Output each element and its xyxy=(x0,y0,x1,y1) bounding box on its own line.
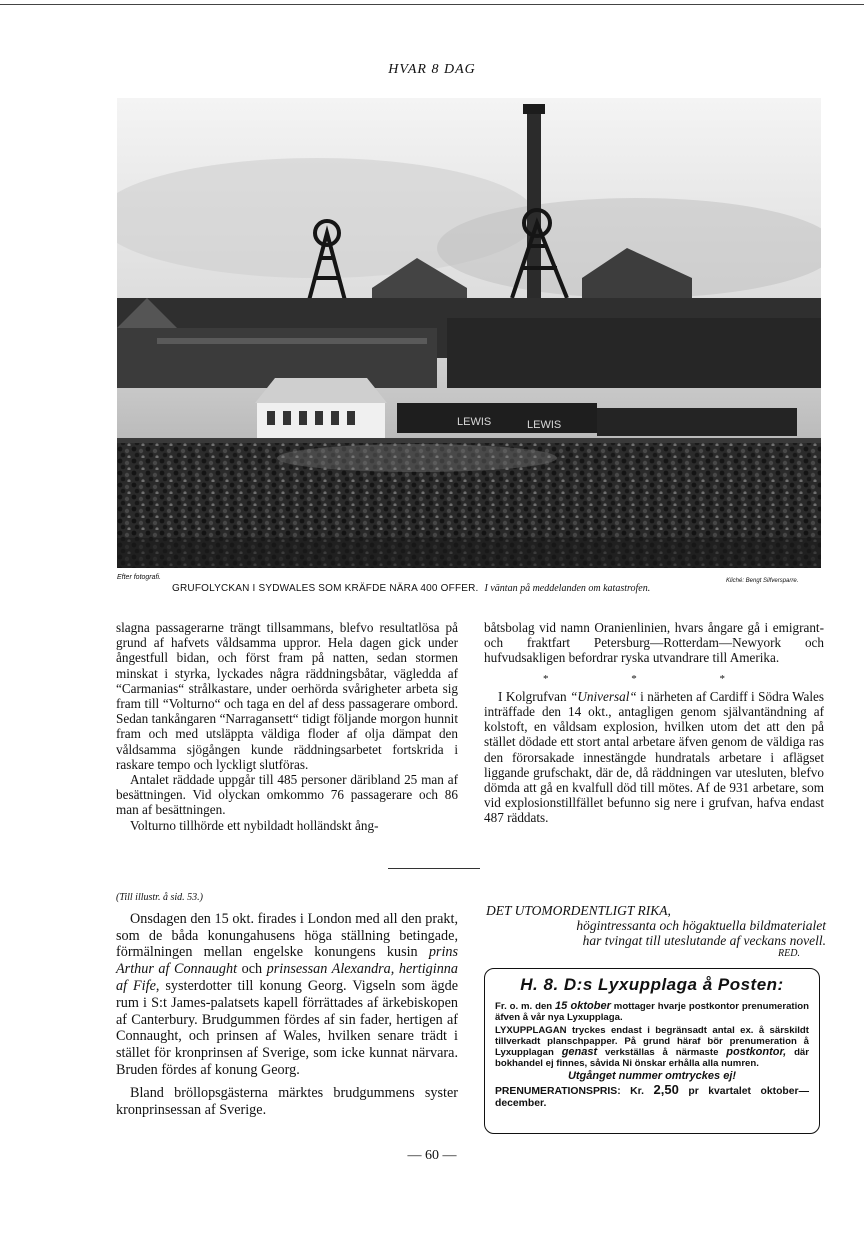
photo-credit-right: Kliché: Bengt Silfversparre. xyxy=(726,578,799,584)
wagon-sign-2: LEWIS xyxy=(527,419,562,431)
ad-p4-b: pr kvartalet oktober—december. xyxy=(495,1086,809,1109)
universal-name: “Universal“ xyxy=(570,688,637,704)
article-royal-wedding xyxy=(116,890,458,1118)
section-stars: * * * xyxy=(543,672,765,685)
ad-p2-em2: postkontor, xyxy=(726,1046,787,1058)
ad-p1-date: 15 oktober xyxy=(555,1000,611,1012)
universal-mine-para xyxy=(484,689,824,826)
caption-italic: I väntan på meddelanden om katastrofen. xyxy=(484,583,651,594)
ad-p1-b: mottager hvarje postkontor prenumeration äfven å vår nya Lyxupplaga. xyxy=(495,1001,810,1023)
photo-caption xyxy=(172,583,812,594)
ad-p3: Utgånget nummer omtryckes ej! xyxy=(567,1070,737,1082)
mine-disaster-photo xyxy=(117,98,821,568)
ad-p2-em1: genast xyxy=(561,1046,598,1058)
volturno-para-3: Volturno tillhörde ett nybildadt holländskt ång- xyxy=(130,817,379,833)
ad-para-4 xyxy=(495,1084,809,1110)
note-line-1: DET UTOMORDENTLIGT RIKA, xyxy=(486,903,671,918)
universal-pre: I Kolgrufvan xyxy=(498,688,571,704)
page-header-title: HVAR 8 DAG xyxy=(388,62,476,77)
note-line-2: högintressanta och högaktuella bildmaterialet xyxy=(576,917,826,933)
bride-name: prinsessan Alexandra, hertiginna af Fife xyxy=(116,961,458,994)
top-rule xyxy=(0,4,864,5)
wedding-text-b: och xyxy=(237,961,267,978)
universal-post: i närheten af Cardiff i Södra Wales inträffade den 14 okt., antagligen genom självantändning af kolstoft, en våldsam explosion, hvilken utom det att den på stället dödade ett stort antal arbetare äfven genom de väldiga ras den förorsakade innestängde hundratals arbetare i aflägset liggande grufschakt, där de, då räddningen var utesluten, blefvo dömda att gå en kvalfull död till mötes. Af de 931 arbetare, som vid explosionstillfället befunno sig nere i grufvan, hafva endast 487 räddats. xyxy=(484,688,825,826)
illustration-reference: (Till illustr. å sid. 53.) xyxy=(116,892,203,903)
ad-p4-a: PRENUMERATIONSPRIS: Kr. xyxy=(495,1086,654,1097)
ad-title: H. 8. D:s Lyxupplaga å Posten: xyxy=(520,975,784,994)
oranienlinien-para: båtsbolag vid namn Oranienlinien, hvars ångare gå i emigrant- och fraktfart Petersburg—Rotterdam—Newyork och hufvudsakligen befordrar ryska utvandrare till Amerika. xyxy=(484,620,824,666)
ad-p1-a: Fr. o. m. den xyxy=(495,1001,556,1012)
wagon-sign-1: LEWIS xyxy=(457,416,492,428)
ad-p2-a: LYXUPPLAGAN tryckes endast i begränsadt antal ex. å särskildt tillverkadt planschpapper. På grund häraf bör prenumeration å Lyxupplagan xyxy=(495,1025,809,1058)
ad-p2-c: där bokhandel ej finnes, såvida Ni önskar erhålla alla numren. xyxy=(495,1047,809,1069)
wedding-text-a: Onsdagen den 15 okt. firades i London med all den prakt, som de båda konungahusens höga ställning betingade, förmälningen mellan engelske konungens kusin xyxy=(116,910,458,961)
note-signature: RED. xyxy=(778,948,800,960)
ad-price: 2,50 xyxy=(653,1082,679,1097)
article-volturno-continued xyxy=(116,620,458,833)
volturno-para-1: slagna passagerarne trängt tillsammans, blefvo resultatlösa på grund af hafvets våldsamma uppror. Hela dagen gick under ångestfull bidan, och först fram på natten, sedan stormen minskat i styrka, lyckades några räddningsbåtar, vägledda af “Carmanias“ strålkastare, under oerhörda svårigheter arbeta sig fram till “Volturno“ och taga en del af dess passagerare ombord. Sedan tankångaren “Narragansett“ tidigt följande morgon hunnit fram och med utsläppta väldiga floder af olja dämpat den våldsamma sjögången kunde räddningsarbetet fortskrida i raskare tempo och lyckligt slutföras. xyxy=(116,620,458,772)
wedding-text-c: , systerdotter till konung Georg. Vigseln som ägde rum i S:t James-palatsets kapell förrättades af ärkebiskopen af Canterbury. Brudgummen fördes af sin fader, hertigen af Connaught, och prinsen af Wales, hvilken senare trädt i stället för kronprinsen af Sverige, som icke kunnat närvara. Bruden fördes af konung Georg. xyxy=(116,977,458,1078)
section-divider xyxy=(388,868,480,869)
note-line-3: har tvingat till uteslutande af veckans novell. xyxy=(582,932,826,948)
subscription-ad-box xyxy=(484,968,820,1134)
photo-credit-left: Efter fotografi. xyxy=(117,574,161,581)
article-right-top xyxy=(484,620,824,826)
ad-para-3 xyxy=(495,1071,809,1082)
editorial-note xyxy=(486,904,826,960)
volturno-para-2: Antalet räddade uppgår till 485 personer däribland 25 man af besättningen. Vid olyckan omkommo 76 passagerare och 86 man af besättningen. xyxy=(116,772,458,818)
ad-p2-b: verkställas å närmaste xyxy=(597,1047,727,1058)
page-number: — 60 — xyxy=(407,1148,457,1163)
ad-para-2 xyxy=(495,1025,809,1069)
ad-para-1 xyxy=(495,1001,809,1023)
wedding-para-1 xyxy=(116,911,458,1079)
caption-main: GRUFOLYCKAN I SYDWALES SOM KRÄFDE NÄRA 400 OFFER. xyxy=(172,583,479,594)
groom-name: prins Arthur af Connaught xyxy=(116,944,458,978)
wedding-para-2: Bland bröllopsgästerna märktes brudgummens syster kronprinsessan af Sverige. xyxy=(116,1084,458,1118)
